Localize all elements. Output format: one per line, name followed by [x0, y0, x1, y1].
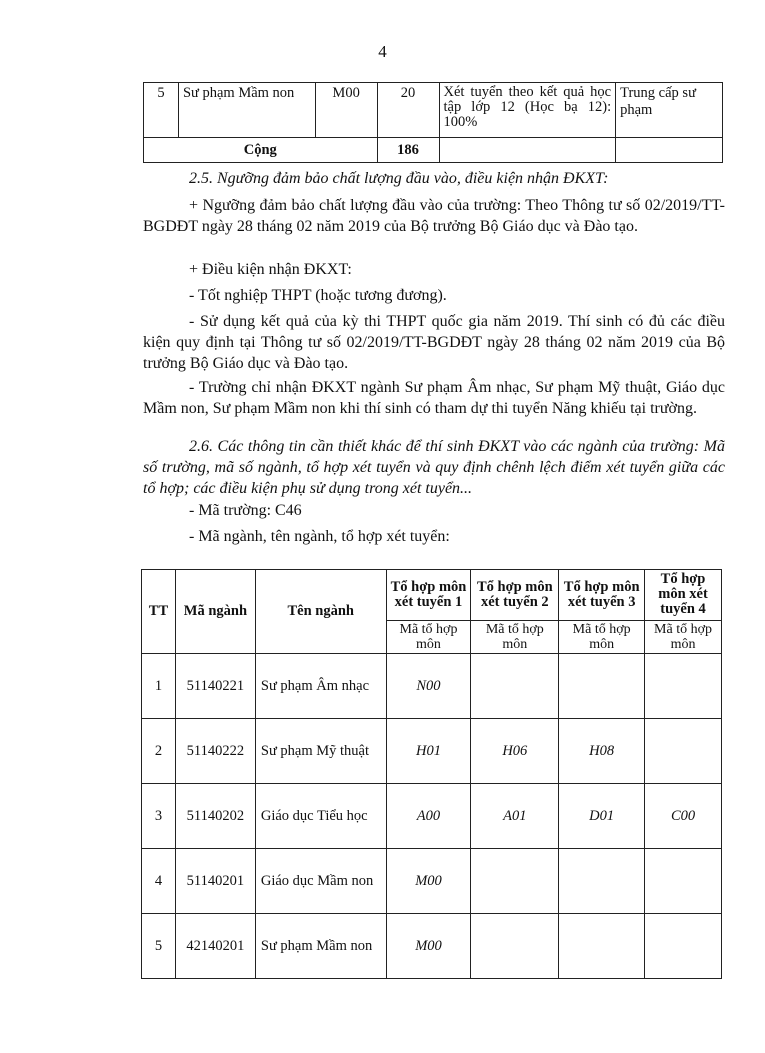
row-major-code: 51140201	[175, 849, 255, 914]
row-major-code: 42140201	[175, 914, 255, 979]
table-header-row	[142, 570, 722, 621]
header-combo-2: Tổ hợp môn xét tuyển 2	[471, 570, 559, 621]
section-2-6-heading: 2.6. Các thông tin cần thiết khác để thí sinh ĐKXT vào các ngành của trường: Mã số trường, mã số ngành, tổ hợp xét tuyển và quy định chênh lệch điểm xét tuyển giữa các tổ hợp; các điều kiện phụ sử dụng trong xét tuyển...	[143, 438, 725, 497]
subheader-combo-2: Mã tổ hợp môn	[471, 620, 559, 654]
list-intro: - Mã ngành, tên ngành, tổ hợp xét tuyển:	[189, 528, 450, 545]
row-method: Xét tuyển theo kết quả học tập lớp 12 (Học bạ 12): 100%	[439, 83, 616, 138]
row-combo-1: H01	[386, 719, 471, 784]
subheader-combo-3: Mã tổ hợp môn	[559, 620, 645, 654]
total-label: Cộng	[144, 138, 378, 163]
row-combo-4: C00	[645, 784, 722, 849]
majors-table	[141, 569, 722, 979]
row-combo-1: M00	[386, 914, 471, 979]
row-combo-3: D01	[559, 784, 645, 849]
total-value: 186	[377, 138, 439, 163]
row-tt: 5	[144, 83, 179, 138]
header-combo-1: Tổ hợp môn xét tuyển 1	[386, 570, 471, 621]
section-2-5-p4: - Sử dụng kết quả của kỳ thi THPT quốc gia năm 2019. Thí sinh có đủ các điều kiện quy định tại Thông tư số 02/2019/TT-BGDĐT ngày 28 tháng 02 năm 2019 của Bộ trưởng Bộ Giáo dục và Đào tạo.	[143, 313, 725, 372]
table-row	[142, 784, 722, 849]
row-combo-2	[471, 914, 559, 979]
header-major-code: Mã ngành	[175, 570, 255, 654]
row-tt: 5	[142, 914, 176, 979]
row-combo-1: N00	[386, 654, 471, 719]
row-major-name: Giáo dục Mầm non	[255, 849, 386, 914]
row-combo-2: H06	[471, 719, 559, 784]
row-combo-4	[645, 654, 722, 719]
row-combo-3: H08	[559, 719, 645, 784]
row-combo-4	[645, 914, 722, 979]
table-row	[142, 914, 722, 979]
row-combo-3	[559, 849, 645, 914]
page-number: 4	[378, 42, 387, 61]
school-code: - Mã trường: C46	[189, 502, 302, 519]
table-row	[142, 849, 722, 914]
row-combo-2	[471, 654, 559, 719]
row-quota: 20	[377, 83, 439, 138]
section-2-5-heading: 2.5. Ngưỡng đảm bảo chất lượng đầu vào, điều kiện nhận ĐKXT:	[189, 170, 609, 187]
total-row	[144, 138, 723, 163]
row-combo-3	[559, 914, 645, 979]
row-combo-2: A01	[471, 784, 559, 849]
row-tt: 3	[142, 784, 176, 849]
section-2-5-p5: - Trường chỉ nhận ĐKXT ngành Sư phạm Âm nhạc, Sư phạm Mỹ thuật, Giáo dục Mầm non, Sư phạm Mầm non khi thí sinh có tham dự thi tuyển Năng khiếu tại trường.	[143, 379, 725, 417]
row-major-name: Sư phạm Mầm non	[178, 83, 315, 138]
row-major-name: Sư phạm Mỹ thuật	[255, 719, 386, 784]
row-combo-3	[559, 654, 645, 719]
row-major-code: 51140222	[175, 719, 255, 784]
section-2-5-p1: + Ngưỡng đảm bảo chất lượng đầu vào của trường: Theo Thông tư số 02/2019/TT-BGDĐT ngày 28 tháng 02 năm 2019 của Bộ trưởng Bộ Giáo dục và Đào tạo.	[143, 197, 725, 235]
row-note: Trung cấp sư phạm	[616, 83, 723, 138]
quota-table	[143, 82, 723, 163]
header-combo-3: Tổ hợp môn xét tuyển 3	[559, 570, 645, 621]
header-major-name: Tên ngành	[255, 570, 386, 654]
table-row	[144, 83, 723, 138]
section-2-5-p3: - Tốt nghiệp THPT (hoặc tương đương).	[189, 287, 447, 304]
row-major-name: Sư phạm Mầm non	[255, 914, 386, 979]
row-major-name: Giáo dục Tiểu học	[255, 784, 386, 849]
row-tt: 2	[142, 719, 176, 784]
row-combo-4	[645, 849, 722, 914]
row-combo-1: M00	[386, 849, 471, 914]
row-combo-2	[471, 849, 559, 914]
subheader-combo-1: Mã tổ hợp môn	[386, 620, 471, 654]
subheader-combo-4: Mã tổ hợp môn	[645, 620, 722, 654]
row-major-code: 51140221	[175, 654, 255, 719]
row-code: M00	[315, 83, 377, 138]
row-major-name: Sư phạm Âm nhạc	[255, 654, 386, 719]
header-combo-4: Tổ hợp môn xét tuyển 4	[645, 570, 722, 621]
row-tt: 4	[142, 849, 176, 914]
row-combo-4	[645, 719, 722, 784]
row-major-code: 51140202	[175, 784, 255, 849]
table-row	[142, 719, 722, 784]
table-row	[142, 654, 722, 719]
section-2-5-p2: + Điều kiện nhận ĐKXT:	[189, 261, 352, 278]
header-tt: TT	[142, 570, 176, 654]
row-tt: 1	[142, 654, 176, 719]
row-combo-1: A00	[386, 784, 471, 849]
